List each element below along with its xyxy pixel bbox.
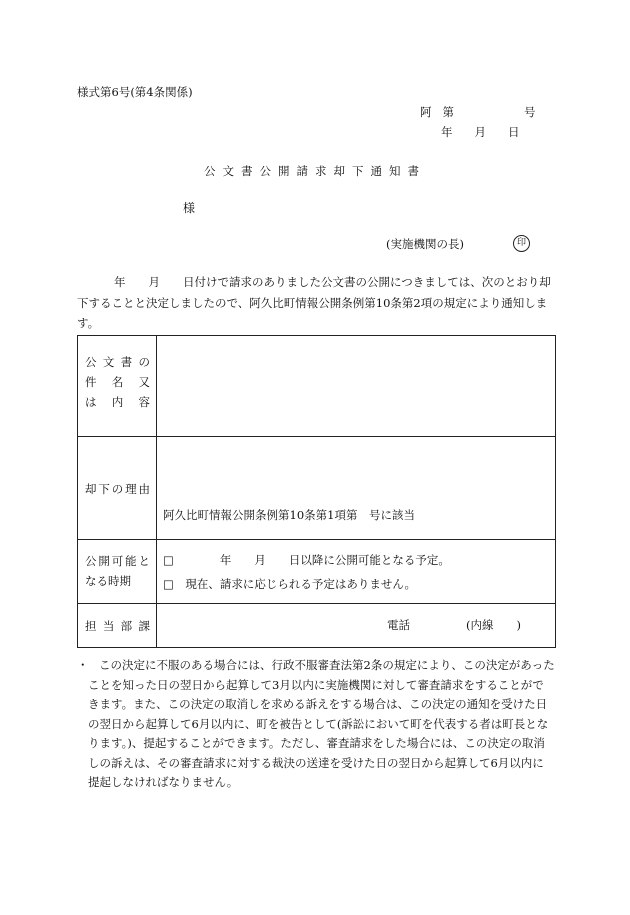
seal-mark: 印 [513,235,530,252]
table-row-department [78,604,555,648]
subject-label [85,352,150,412]
sender-label: (実施機関の長) [386,237,464,251]
department-label [85,616,150,636]
reason-label [85,479,150,499]
disclosure-option-2: □ 現在、請求に応じられる予定はありません。 [163,577,417,591]
note-bullet: ・ [77,658,89,672]
table-row-disclosure-period [78,540,555,604]
disclosure-period-label-line-1: 公開可能と [85,554,150,568]
doc-number-dai: 第 [442,105,454,119]
date-year: 年 [441,125,453,139]
doc-number-prefix: 阿 [420,105,432,119]
disclosure-option-1: □ 年 月 日以降に公開可能となる予定。 [163,553,450,567]
table-row-subject [78,336,555,437]
phone-label: 電話 [387,618,410,632]
doc-number-go: 号 [524,105,536,119]
date-month: 月 [474,125,486,139]
note-text: この決定に不服のある場合には、行政不服審査法第2条の規定により、この決定があったことを知った日の翌日から起算して3月以内に実施機関に対して審査請求をすることができます。また、この決定の取消しを求める訴えをする場合は、この決定の通知を受けた日の翌日から起算して6月以内に、町を被告として(訴訟において町を代表する者は町長となります。)、提起することができます。ただし、審査請求をした場合には、この決定の取消しの訴えは、その審査請求に対する裁決の送達を受けた日の翌日から起算して6月以内に提起しなければなりません。 [88,658,555,789]
reason-label-text: 却下の理由 [85,482,150,496]
intro-paragraph [77,272,551,334]
document-title: 公文書公開請求却下通知書 [204,164,426,178]
notes [77,656,555,793]
disclosure-period-label-line-2: なる時期 [85,574,131,588]
subject-label-line-3: は 内 容 [85,395,150,409]
form-number: 様式第6号(第4条関係) [77,85,193,99]
extension-label: (内線 ) [466,618,521,632]
date-day: 日 [508,125,520,139]
disclosure-period-label [85,551,150,591]
document-number-line [420,104,536,120]
document-date-line [441,124,520,140]
department-label-text: 担当部課 [85,619,150,633]
table-row-reason [78,437,555,540]
reason-content: 阿久比町情報公開条例第10条第1項第 号に該当 [163,508,415,522]
subject-label-line-2: 件 名 又 [85,375,150,389]
intro-text: 年 月 日付けで請求のありました公文書の公開につきましては、次のとおり却下することと決定しましたので、阿久比町情報公開条例第10条第2項の規定により通知します。 [77,275,551,330]
addressee: 様 [183,201,196,215]
subject-label-line-1: 公 文 書 の [85,355,150,369]
main-table [77,335,556,648]
